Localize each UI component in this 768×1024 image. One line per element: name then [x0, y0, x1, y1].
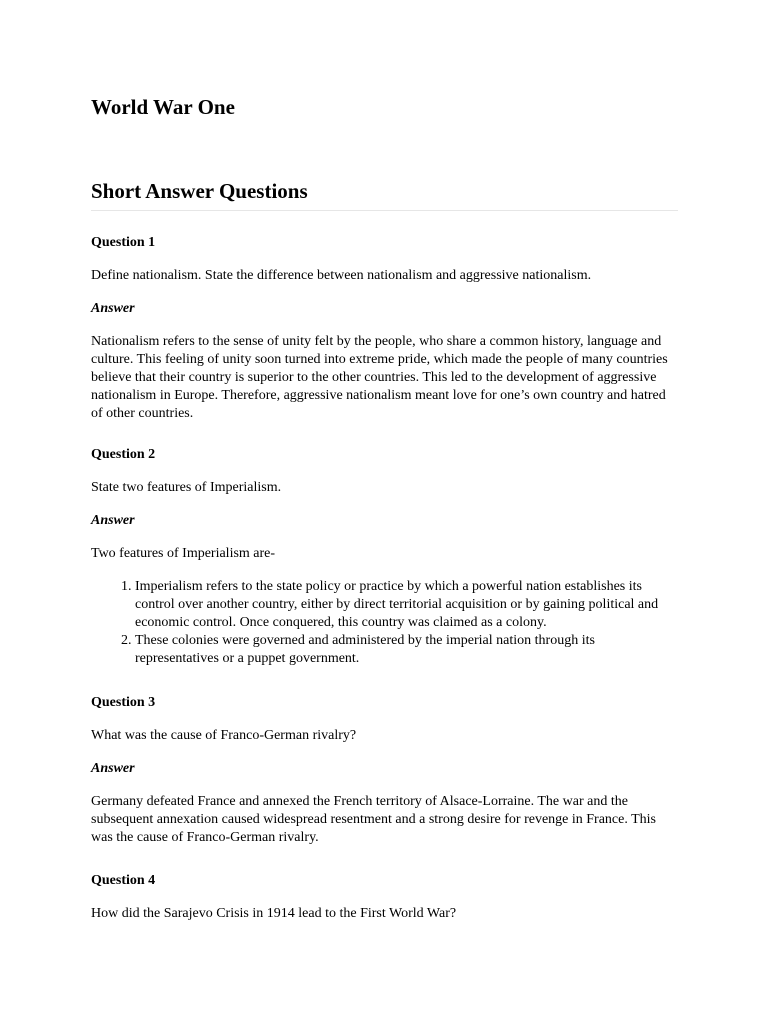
section-title: Short Answer Questions [91, 179, 308, 203]
question-block-3 [91, 694, 678, 847]
answer-list-item: 2. These colonies were governed and administered by the imperial nation through its representatives or a puppet government. [135, 632, 678, 668]
answer-list-item: 1. Imperialism refers to the state policy or practice by which a powerful nation establishes its control over another country, either by direct territorial acquisition or by gaining political and economic control. Once conquered, this country was claimed as a colony. [135, 578, 678, 632]
question-heading: Question 3 [91, 695, 156, 710]
question-text: Define nationalism. State the difference between nationalism and aggressive nationalism. [91, 268, 592, 283]
answer-list [91, 578, 678, 668]
question-block-4 [91, 872, 678, 923]
question-text: How did the Sarajevo Crisis in 1914 lead to the First World War? [91, 906, 457, 921]
answer-label: Answer [91, 761, 135, 776]
page-title: World War One [91, 95, 235, 119]
answer-text: Two features of Imperialism are- [91, 546, 276, 561]
answer-label: Answer [91, 513, 135, 528]
answer-text: Nationalism refers to the sense of unity felt by the people, who share a common history, language and culture. This feeling of unity soon turned into extreme pride, which made the people of many countries believe that their country is superior to the other countries. This led to the development of aggressive nationalism in Europe. Therefore, aggressive nationalism meant love for one’s own country and hatred of other countries. [91, 334, 668, 421]
question-heading: Question 4 [91, 873, 156, 888]
question-text: State two features of Imperialism. [91, 480, 282, 495]
question-text: What was the cause of Franco-German rivalry? [91, 728, 357, 743]
question-heading: Question 2 [91, 447, 156, 462]
question-heading: Question 1 [91, 235, 156, 250]
section-divider [91, 210, 678, 211]
question-block-1 [91, 234, 678, 423]
answer-text: Germany defeated France and annexed the French territory of Alsace-Lorraine. The war and the subsequent annexation caused widespread resentment and a strong desire for revenge in France. This was the cause of Franco-German rivalry. [91, 794, 656, 845]
answer-label: Answer [91, 301, 135, 316]
question-block-2 [91, 446, 678, 668]
